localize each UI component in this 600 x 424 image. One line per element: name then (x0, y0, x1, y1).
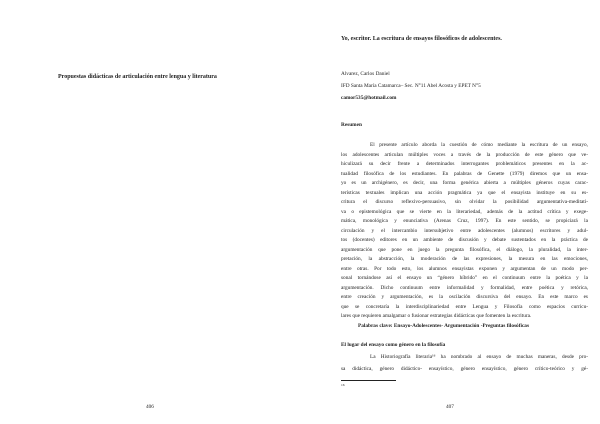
text-line: argumentación. Dicho continuum entre informalidad y formalidad, entre poética y retórica, (341, 284, 588, 291)
page-number-left: 406 (146, 404, 154, 410)
abstract-heading: Resumen (341, 122, 362, 128)
text-line: pretación, la abstracción, la moderación de las expresiones, la mesura en las emociones, (341, 256, 588, 262)
text-line: La Historiografía literaria¹⁶ ha nombrado al ensayo de muchas maneras, desde pro- (370, 354, 588, 360)
article-title: Yo, escritor. La escritura de ensayos filosóficos de adolescentes. (341, 36, 502, 42)
text-line: hiculizará su decir frente a determinados interrogantes problemáticos presentes en la ac- (341, 161, 588, 167)
keywords: Palabras clave: Ensayo-Adolescentes- Argumentación -Preguntas filosóficas (358, 323, 530, 329)
text-line: argumentación que pone en juego la pregunta filosófica, el diálogo, la pluralidad, la inter- (341, 246, 588, 253)
author-name: Alvarez, Carlos Daniel (341, 71, 390, 77)
author-email: camor535@hotmail.com (341, 95, 397, 101)
text-line: El presente artículo aborda la cuestión de cómo mediante la escritura de un ensayo, (370, 142, 588, 148)
text-line: mática, monológica y enunciativa (Arenas Cruz, 1997). En este sentido, se propiciará la (341, 218, 588, 224)
page-number-right: 407 (446, 404, 454, 410)
text-line: terísticas textuales implican una acción pragmática ya que el ensayista instituye en su es- (341, 189, 588, 196)
text-line: critura el discurso reflexivo-persuasivo, sin olvidar la posibilidad argumentativa-meditati- (341, 199, 588, 205)
section-heading: El lugar del ensayo como género en la filosofía (341, 342, 446, 348)
author-affiliation: IFD Santa María Catamarca– Sec. N°11 Abel Acosta y EPET N°5 (341, 83, 481, 89)
text-line: tos (docentes) editores en un ambiente de discusión y debate sustentados en la práctica de (341, 237, 588, 243)
text-line: tualidad filosófica de los estudiantes. En palabras de Genette (1979) diremos que un ensa- (341, 170, 588, 177)
text-line: lares que requieren amalgamar o fusionar estrategias didácticas que fomenten la escritura. (341, 313, 532, 319)
footnote-rule (341, 380, 396, 381)
text-line: circulación y el intercambio intersubjetivo entre adolescentes (alumnos) escritores y adul- (341, 227, 588, 234)
running-title: Propuestas didácticas de articulación entre lengua y literatura (58, 74, 217, 80)
text-line: yo es un archigénero, es decir, una forma genérica abierta a múltiples géneros cuyas carac- (341, 180, 588, 186)
text-line: entre otras. Por todo esto, los alumnos ensayistas exponen y argumentan de un modo per- (341, 265, 588, 272)
text-line: que se concretaría la interdisciplinariedad entre Lengua y Filosofía como espacios curricu- (341, 303, 588, 310)
text-line: va o epistemológica que se vierte en la literariedad, además de la actitud crítica y exege- (341, 208, 588, 215)
text-line: los adolescentes articulan múltiples voces a través de la producción de este género que ve- (341, 151, 588, 158)
text-line: sonal tornándose así el ensayo un “género híbrido” en el continuum entre la poética y la (341, 275, 588, 281)
text-line: sa didáctica, género didáctico- ensayístico, género ensayístico, género crítico-teórico y gé- (341, 365, 588, 372)
text-line: entre creación y argumentación, es la oscilación discursiva del ensayo. En este marco es (341, 294, 588, 300)
footnote-number: 16 (341, 383, 345, 387)
